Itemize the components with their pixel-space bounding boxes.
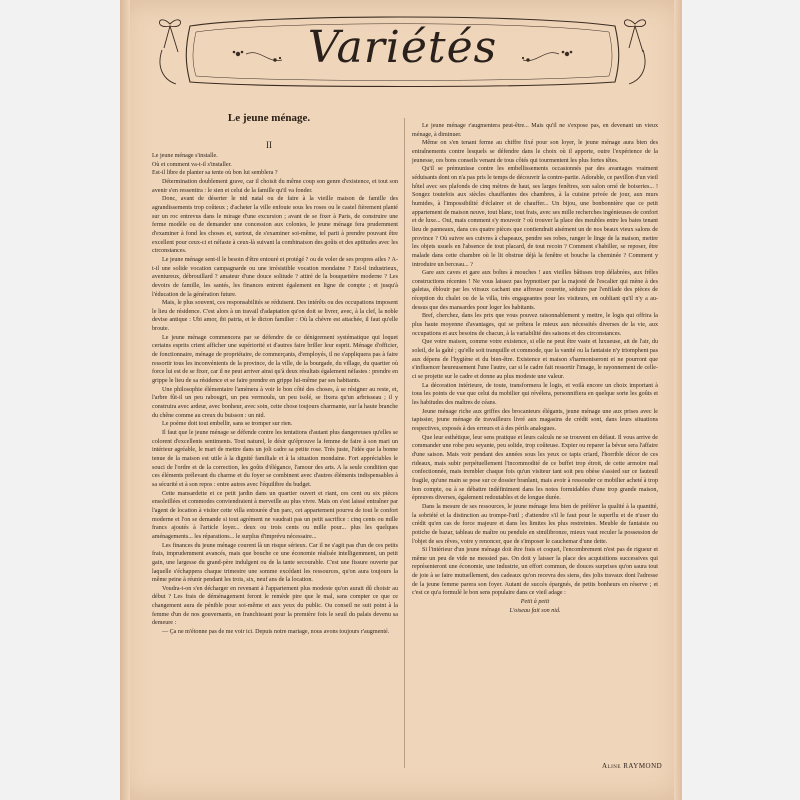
article-title: Le jeune ménage. <box>227 112 311 124</box>
paragraph: La décoration intérieure, de toute, transformera le logis, et voilà encore un choix important à tous les points de vue que celui du mobilier qui révélera, personnifiera en quelque sorte les goûts et les habitudes des maîtres de céans. <box>412 382 658 406</box>
paragraph: Est-il libre de planter sa tente où bon lui semblera ? <box>152 170 278 177</box>
column-divider <box>404 118 405 768</box>
page-edge <box>120 0 130 800</box>
adage-line: Petit à petit <box>520 599 550 606</box>
paragraph: Que votre maison, comme votre existence, si elle ne peut être vaste et luxueuse, ait de l'air, du soleil, de la gaîté ; qu'elle soit tranquille et commode, que la vanité ou la fantaisie n'y triomphent pas aux dépens de l'hygiène et du bien-être. Existence et maison s'harmoniseront et ne pourront que s'influencer heureusement l'une l'autre, car si le cadre fait ressortir l'image, le rayonnement de celle-ci se projette sur le cadre et donne au plus modeste une valeur. <box>412 339 658 381</box>
paragraph: Bref, cherchez, dans les prix que vous pouvez raisonnablement y mettre, le logis qui offrira la plus haute moyenne d'avantages, qui se prêtera le mieux aux nécessités diverses de la vie, aux occupations et aux besoins de chacun, à la variabilité des saisons et des circonstances. <box>412 313 658 337</box>
paragraph: Cette mansardette et ce petit jardin dans un quartier ouvert et riant, ces cent ou six pièces ensoleillées et commodes conviendraient à merveille au plus vivre. Mais on s'est laissé entraîner par l'agent de location à visiter cette villa entourée d'un parc, cet appartement pourvu de tout le confort moderne et l'on se demande si tout agrément ne vaudrait pas un petit sacrifice : cinq cents ou mille francs ajoutés à l'article loyer... deux ou trois cents ou mille pour... plus les quelques aménagements... les réparations... le surplus d'imprévu nécessaire... <box>152 490 398 540</box>
paragraph: Mais, le plus souvent, ces responsabilités se réduisent. Des intérêts ou des occupations imposent le lieu de résidence. C'est alors à un travail d'adaptation qu'on doit se livrer, avec, à la clef, la noble devise antique : Ubi amor, ibi patria, et le dicton familier : Où la chèvre est attachée, il faut qu'elle broute. <box>152 300 398 333</box>
paragraph: Le jeune ménage s'installe. <box>152 153 218 159</box>
left-text-column <box>152 152 398 637</box>
magazine-page <box>120 0 682 800</box>
paragraph: Les finances du jeune ménage courent là un risque sérieux. Car il ne s'agit pas d'un de ces petits frais, imprudemment avancés, mais que bouche ce une économie réalisée intelligemment, un petit gain, une largesse du grand-père indulgent ou de la tante secourable. C'est une fissure ouverte par laquelle s'échappera chaque trimestre une somme excédant les ressources, qu'on aura toujours la même peine à réunir pendant les trois, six, neuf ans de la location. <box>152 542 398 584</box>
paragraph: Qu'il se prémunisse contre les embellissements occasionnés par des avantages vraiment séduisants dont on n'a pas pris le temps de découvrir la contre-partie. Adorable, ce pavillon d'un vieil hôtel avec ses plafonds de cinq mètres de haut, ses larges fenêtres, son salon orné de boiseries... ! Songez toutefois aux siècles chauffantes des chambres, à la cuisine privée de jour, aux murs humides, à l'impossibilité d'éclairer et de chauffer... Un bijou, une bonbonnière que ce petit appartement de maison neuve, tout blanc, tout frais, avec ses mille recherches ingénieuses de confort et de luxe... Oui, mais comment s'y mouvoir ? où trouver la place des meubles entre les baies tenant lieu de panneaux, dans ces quatre pièces que contiendrait aisément un de nos beaux vieux salons de province ? Où suivre ses cuivres à chapeaux, pendre ses robes, ranger le linge de la maison, mettre les objets usuels en l'absence de tout placard, de tout recoin ? Comment s'habiller, se reposer, être malade dans cette chambre où le lit obstrue déjà la fenêtre et bouche la cheminée ? Comment y introduire un berceau... ? <box>412 166 658 268</box>
paragraph: Le jeune ménage r'augmentera peut-être... Mais qu'il ne s'expose pas, en devenant un vieux ménage, à diminuer. <box>412 123 658 138</box>
paragraph: Que leur esthétique, leur sens pratique et leurs calculs ne se trouvent en défaut. Il vous arrive de commander une robe peu seyante, peu solide, trop coûteuse. Expier ou reparer la bévue sera l'affaire d'une saison. Mais voir pendant des années sous les yeux ce tapis criard, l'horrible décor de ces rideaux, mais subir perpétuellement l'incommodité de ce buffet trop étroit, de cette armoire mal confectionnée, mais trembler chaque fois qu'un visiteur tant soit peu obèse s'assied sur ce fauteuil fragile, qu'une main se pose sur ce dossier branlant, mais avoir à ressouder ce mobilier acheté à trop bon compte, ou à se débattre indéfiniment dans les notes formidables d'une trop grande maison, épreuves diverses, également redoutables et de longue durée. <box>412 434 658 502</box>
adage-line: L'oiseau fait son nid. <box>509 607 561 614</box>
paragraph: Donc, avant de déserter le nid natal ou de faire à la vieille maison de famille des agrandissements trop coûteux ; d'acheter la ville enfouie sous les roses ou le castel fièrement planté sur un roc entrevus dans le mirage d'une excursion ; avant de se fixer à Paris, de construire une ferme modèle ou de demander une concession aux colonies, le jeune ménage fera prudemment d'examiner à fond les choses et, surtout, de s'examiner soi-même, tel parti à prendre pouvant être excellent pour ceux-ci et néfaste à ceux-là suivant la combinaison des goûts et des aptitudes avec les circonstances. <box>152 196 398 255</box>
paragraph: Il faut que le jeune ménage se défende contre les tentations d'autant plus dangereuses qu'elles se colorent d'excellents sentiments. Tout naturel, le désir qu'éprouve la femme de faire à son mari un intérieur agréable, le mari de mettre dans un joli cadre sa petite rose. Très juste, l'idée que la bonne tenue de la maison est utile à la dignité familiale et à la situation mondaine. Fort appréciables le souci de l'ordre et de la correction, les goûts d'élégance, l'amour des arts. A la seule condition que ces éléments prélevant du charme et du foyer se combinent avec d'autres éléments indispensables à sa sécurité et à son repos : entre autres avec l'équilibre du budget. <box>152 430 398 488</box>
right-text-column <box>412 122 658 615</box>
part-number: II <box>266 140 272 150</box>
paragraph: Où et comment va-t-il s'installer. <box>152 161 232 168</box>
paragraph: Si l'intérieur d'un jeune ménage doit être frais et coquet, l'encombrement n'est pas de rigueur et même un peu de vide ne messied pas. On doit y laisser la place des acquisitions successives qui représenteront une économie, une industrie, un effort commun, de douces surprises qu'on saura tout de joie à se faire mutuellement, des cadeaux qu'on recevra des siens, des jolis travaux dont l'adresse de la jeune femme parera son foyer. Autant de succès épargnés, de petits bonheurs en réserve ; et c'est ce qu'a formulé le bon sens populaire dans ce vieil adage : <box>412 547 658 597</box>
paragraph: Le jeune ménage commencera par se défendre de ce dénigrement systématique qui loquet certains esprits crient afficher une supériorité et d'autres faire briller leur esprit. Ménage d'officier, de fonctionnaire, ménage de propriétaire, de commerçants, d'employés, il ne s'appliquera pas à faire ressortir tous les inconvénients de la province, de la ville, de la bourgade, du village, du quartier où force lui est de se fixer, car il ne peut arriver ainsi qu'à deux résultats également néfastes : prendre en grippe le lieu de sa résidence et se faire prendre en grippe lui-même par ses habitants. <box>152 334 398 385</box>
paragraph: Voudra-t-on s'en décharger en revenant à l'appartement plus modeste qu'on aurait dû choisir au début ? Les frais de déménagement feront le remède pire que le mal, sans compter ce que ce changement aura de pénible pour soi-même et aux yeux du public. Ou conseil ne suit point à la femme d'un de nos gouvernants, en franchissant pour la première fois le seuil du palais devenu sa demeure : <box>152 585 398 627</box>
paragraph: Jeune ménage riche aux griffes des brocanteurs élégants, jeune ménage une aux prises avec le tapissier, jeune ménage de travailleurs livré aux magasins de crédit sont, dans leurs situations respectives, exposés à des erreurs et à des périls analogues. <box>412 408 658 432</box>
paragraph: — Ça ne m'étonne pas de me voir ici. Depuis notre mariage, nous avons toujours r'augmenté. <box>162 629 390 636</box>
paragraph: Gare aux caves et gare aux boîtes à mouches ! aux vieilles bâtisses trop délabrées, aux frêles constructions récentes ! Ne vous laissez pas hypnotiser par la majesté de l'escalier qui mène à des galetas, éblouir par les vitraux cachant une affreuse courette, séduire par l'enfilade des pièces de réception du chalet ou de la villa, très engageantes pour les visiteurs, en oubliant qu'il n'y a au-dessus que des mansardes pour loger les habitants. <box>412 270 658 311</box>
paragraph: Dans la mesure de ses ressources, le jeune ménage fera bien de préférer la qualité à la quantité, la sobriété et la distinction au trompe-l'œil ; d'attendre s'il le faut pour le superflu et de n'user du crédit qu'en cas de force majeure et dans les limites les plus restreintes. Meuble de fantaisie ou potiche de bazar, tableau de maître ou pendule en similibronze, mieux vaut reculer la possession de l'objet de ses rêves, voire y renoncer, que de s'imposer le cauchemar d'une dette. <box>412 503 658 545</box>
paragraph: Le poème doit tout embellir, sans se tromper sur rien. <box>162 421 293 428</box>
author-signature: Aline RAYMOND <box>602 762 663 770</box>
section-header-banner <box>150 8 655 92</box>
paragraph: Même on s'en tenant ferme au chiffre fixé pour son loyer, le jeune ménage aura bien des entraînements contre lesquels se défendre dans le choix où il apporte, outre l'expérience de la jeunesse, ces bons conseils venant de tous côtés qui tourmentent les plus fortes têtes. <box>412 140 658 164</box>
paragraph: Le jeune ménage sent-il le besoin d'être entouré et protégé ? ou de voler de ses propres ailes ? A-t-il une solide vocation campagnarde ou une irrésistible vocation mondaine ? Est-il industrieux, aventureux, débrouillard ? amateur d'une douce solitude ? attiré de la bouquetière moderne ? Les devoirs de famille, les santés, les finances entrent également en ligne de compte ; et jusqu'à l'éducation de la génération future. <box>152 256 398 298</box>
section-title: Variétés <box>307 22 498 73</box>
paragraph: Une philosophie élémentaire l'amènera à voir le bon côté des choses, à se résigner au reste, et, l'arbre fût-il un peu rabougri, un peu vermoulu, un peu isolé, se fixera qu'un arbrisseau ; il y construira avec ardeur, avec bonheur, avec soin, cette chose toujours charmante, sur la haute branche du chêne comme au creux du buisson : un nid. <box>152 386 398 419</box>
paragraph: Détermination doublement grave, car il choisit du même coup son genre d'existence, et tout son avenir s'en ressentira : le sien et celui de la famille qu'il va fonder. <box>152 178 398 194</box>
page-edge <box>674 0 682 800</box>
